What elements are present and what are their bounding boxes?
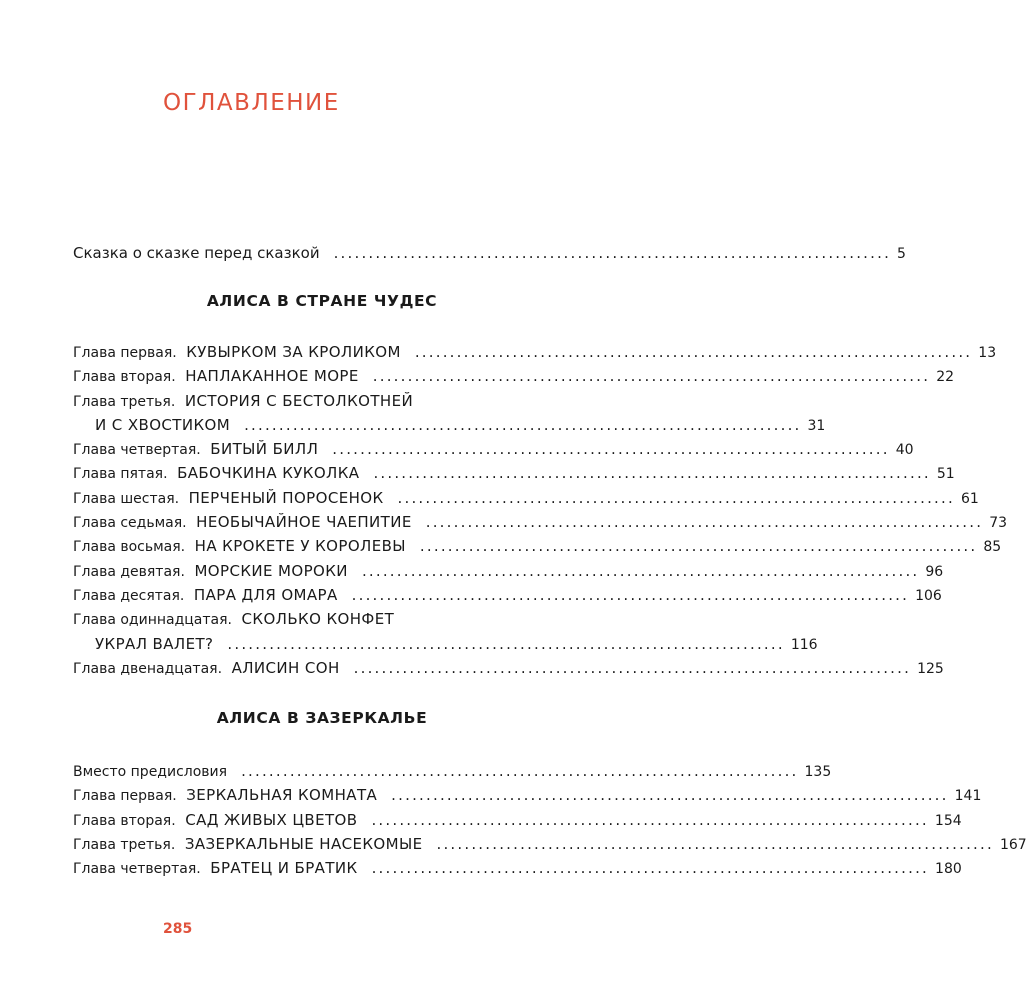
entry-page: 51 — [936, 466, 955, 483]
entry-page: 85 — [983, 539, 1002, 556]
entry-label — [73, 783, 377, 808]
toc-entry[interactable] — [73, 783, 982, 807]
entry-label — [73, 461, 359, 486]
chapter-title: ИСТОРИЯ С БЕСТОЛКОТНЕЙ — [184, 391, 414, 410]
toc-entry[interactable] — [73, 832, 1027, 856]
toc-entry[interactable] — [73, 437, 914, 461]
dot-leader: ................................................................................ — [353, 658, 912, 677]
entry-page: 154 — [934, 812, 962, 829]
dot-leader: ................................................................................ — [419, 537, 978, 556]
entry-page: 141 — [954, 788, 982, 805]
chapter-number: Глава двенадцатая. — [73, 660, 223, 677]
dot-leader: ................................................................................ — [373, 464, 931, 483]
entry-label — [73, 632, 213, 656]
chapter-title: НАПЛАКАННОЕ МОРЕ — [185, 367, 359, 386]
chapter-title: ЗЕРКАЛЬНАЯ КОМНАТА — [186, 786, 378, 805]
chapter-number: Глава третья. — [73, 836, 176, 853]
entry-label — [73, 583, 338, 608]
toc-entry[interactable] — [73, 534, 1002, 558]
chapter-number: Глава первая. — [73, 345, 177, 361]
chapter-number: Глава четвертая. — [73, 442, 201, 459]
entry-page: 73 — [989, 515, 1008, 532]
entry-label — [73, 559, 348, 584]
part2-entries — [73, 759, 1027, 880]
chapter-title: ПАРА ДЛЯ ОМАРА — [193, 585, 338, 604]
chapter-number: Вместо предисловия — [73, 764, 228, 780]
toc-entry[interactable] — [73, 241, 906, 265]
dot-leader: ................................................................................ — [227, 634, 785, 653]
dot-leader: ................................................................................ — [391, 786, 949, 805]
toc-entry[interactable] — [73, 486, 979, 510]
chapter-title: СКОЛЬКО КОНФЕТ — [241, 610, 395, 629]
part1-heading: АЛИСА В СТРАНЕ ЧУДЕС — [206, 292, 438, 310]
chapter-title: САД ЖИВЫХ ЦВЕТОВ — [185, 810, 358, 829]
chapter-title-continued: И С ХВОСТИКОМ — [95, 415, 231, 434]
chapter-title: НА КРОКЕТЕ У КОРОЛЕВЫ — [194, 537, 406, 556]
dot-leader: ................................................................................ — [371, 810, 929, 829]
toc-entry[interactable] — [73, 583, 942, 607]
dot-leader: ................................................................................ — [425, 513, 984, 532]
entry-label — [73, 808, 357, 833]
dot-leader: ................................................................................ — [414, 343, 973, 361]
dot-leader: ................................................................................ — [397, 488, 955, 507]
dot-leader: ................................................................................ — [371, 859, 930, 878]
toc-entry[interactable] — [73, 759, 832, 783]
dot-leader: ................................................................................ — [244, 415, 802, 434]
chapter-title: БИТЫЙ БИЛЛ — [210, 440, 319, 459]
entry-label — [73, 759, 227, 784]
toc-entry[interactable] — [73, 340, 997, 364]
entry-label — [73, 656, 340, 681]
toc-entry[interactable] — [73, 607, 511, 631]
chapter-number: Глава вторая. — [73, 369, 176, 386]
entry-label — [73, 607, 394, 632]
dot-leader: ................................................................................ — [361, 561, 920, 580]
toc-entry[interactable] — [73, 559, 944, 583]
intro-entry-block — [73, 241, 906, 265]
toc-entry[interactable] — [73, 656, 944, 680]
entry-page: 61 — [960, 490, 979, 507]
entry-label — [73, 389, 413, 414]
chapter-title: ПЕРЧЕНЫЙ ПОРОСЕНОК — [188, 488, 384, 507]
entry-page: 5 — [897, 246, 906, 262]
entry-page: 180 — [935, 861, 962, 878]
chapter-number: Глава десятая. — [73, 587, 185, 604]
dot-leader: ................................................................................ — [436, 834, 994, 853]
chapter-title: БАБОЧКИНА КУКОЛКА — [177, 464, 360, 483]
chapter-title-continued: УКРАЛ ВАЛЕТ? — [95, 634, 214, 653]
entry-page: 167 — [999, 836, 1027, 853]
entry-page: 125 — [917, 660, 944, 677]
toc-entry[interactable] — [73, 461, 955, 485]
entry-label — [73, 364, 359, 389]
dot-leader: ................................................................................ — [351, 585, 910, 604]
toc-entry[interactable] — [73, 808, 962, 832]
toc-entry-continuation[interactable] — [73, 632, 818, 656]
page-title: ОГЛАВЛЕНИЕ — [163, 90, 340, 116]
chapter-number: Глава восьмая. — [73, 539, 186, 556]
chapter-title: НЕОБЫЧАЙНОЕ ЧАЕПИТИЕ — [196, 513, 412, 532]
chapter-number: Глава девятая. — [73, 563, 185, 580]
toc-entry[interactable] — [73, 856, 962, 880]
entry-label — [73, 832, 423, 857]
part1-entries — [73, 340, 1008, 680]
entry-label — [73, 486, 384, 511]
toc-entry-continuation[interactable] — [73, 413, 826, 437]
chapter-number: Глава третья. — [73, 393, 176, 410]
part2-heading: АЛИСА В ЗАЗЕРКАЛЬЕ — [216, 709, 428, 727]
chapter-number: Глава первая. — [73, 788, 177, 805]
chapter-title: АЛИСИН СОН — [231, 658, 340, 677]
entry-label — [73, 340, 401, 365]
chapter-title: КУВЫРКОМ ЗА КРОЛИКОМ — [186, 343, 401, 361]
dot-leader: ................................................................................ — [241, 762, 799, 780]
chapter-title: ЗАЗЕРКАЛЬНЫЕ НАСЕКОМЫЕ — [184, 834, 423, 853]
chapter-title: МОРСКИЕ МОРОКИ — [194, 561, 348, 580]
entry-label — [73, 510, 412, 535]
chapter-number: Глава седьмая. — [73, 515, 187, 532]
chapter-number: Глава шестая. — [73, 490, 180, 507]
entry-page: 40 — [895, 442, 914, 459]
entry-page: 31 — [807, 417, 826, 434]
page-number: 285 — [163, 921, 193, 937]
chapter-title: БРАТЕЦ И БРАТИК — [210, 859, 358, 878]
toc-entry[interactable] — [73, 364, 955, 388]
entry-label: Сказка о сказке перед сказкой — [73, 244, 320, 262]
dot-leader: ................................................................................ — [332, 440, 890, 459]
dot-leader: ................................................................................ — [333, 244, 892, 262]
entry-label — [73, 534, 406, 559]
chapter-number: Глава пятая. — [73, 466, 168, 483]
entry-label — [73, 413, 230, 437]
entry-label — [73, 437, 318, 462]
toc-entry[interactable] — [73, 389, 511, 413]
chapter-number: Глава одиннадцатая. — [73, 612, 232, 629]
chapter-number: Глава вторая. — [73, 812, 176, 829]
dot-leader: ................................................................................ — [372, 367, 931, 386]
entry-page: 116 — [790, 636, 818, 653]
chapter-number: Глава четвертая. — [73, 861, 201, 878]
entry-page: 96 — [925, 563, 944, 580]
entry-page: 22 — [936, 369, 955, 386]
toc-entry[interactable] — [73, 510, 1008, 534]
entry-page: 135 — [804, 764, 832, 780]
entry-page: 13 — [978, 345, 997, 361]
entry-page: 106 — [915, 587, 942, 604]
entry-label — [73, 856, 358, 881]
